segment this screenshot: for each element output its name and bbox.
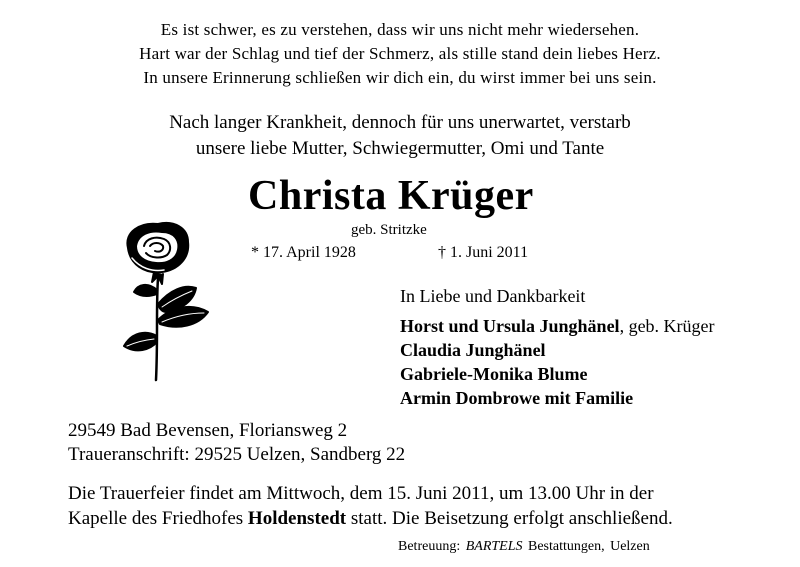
mourners-list [400,314,715,410]
funeral-text: statt. Die Beisetzung erfolgt anschließend. [346,508,673,529]
poem [0,18,800,90]
cemetery-name: Holdenstedt [247,508,347,529]
death-date: † 1. Juni 2011 [438,244,529,261]
mourning-address: Traueranschrift: 29525 Uelzen, Sandberg 22 [68,444,406,465]
poem-line: In unsere Erinnerung schließen wir dich ein, du wirst immer bei uns sein. [143,68,657,87]
intro-text [0,110,800,162]
funeral-line: Die Trauerfeier findet am Mittwoch, dem 15. Juni 2011, um 13.00 Uhr in der [68,483,654,504]
poem-line: Es ist schwer, es zu verstehen, dass wir uns nicht mehr wiedersehen. [160,20,640,39]
mourner-name: Horst und Ursula Junghänel [400,316,620,336]
mourner-entry: Armin Dombrowe mit Familie [400,388,634,408]
poem-line: Hart war der Schlag und tief der Schmerz, als stille stand dein liebes Herz. [139,44,661,63]
maiden-name: geb. Stritzke [351,222,427,238]
funeral-text: Kapelle des Friedhofes [68,508,248,529]
mourner-entry [400,314,715,338]
deceased-name: Christa Krüger [248,173,534,219]
rose-icon [118,218,218,383]
mourner-suffix: , geb. Krüger [619,316,715,336]
care-label: Betreuung: [398,539,461,554]
intro-line: Nach langer Krankheit, dennoch für uns unerwartet, verstarb [169,112,631,133]
funeral-line [68,506,673,531]
mourner-entry: Gabriele-Monika Blume [400,364,588,384]
care-company: BARTELS [465,539,523,554]
intro-line: unsere liebe Mutter, Schwiegermutter, Omi und Tante [195,138,605,159]
birth-date: * 17. April 1928 [251,244,356,261]
mourner-entry: Claudia Junghänel [400,340,546,360]
funeral-notice [68,481,673,531]
home-address: 29549 Bad Bevensen, Floriansweg 2 [68,420,348,441]
funeral-home-credit [398,539,650,555]
address-block [68,419,405,467]
care-rest: Bestattungen, Uelzen [528,539,650,554]
thanks-heading: In Liebe und Dankbarkeit [400,286,586,306]
